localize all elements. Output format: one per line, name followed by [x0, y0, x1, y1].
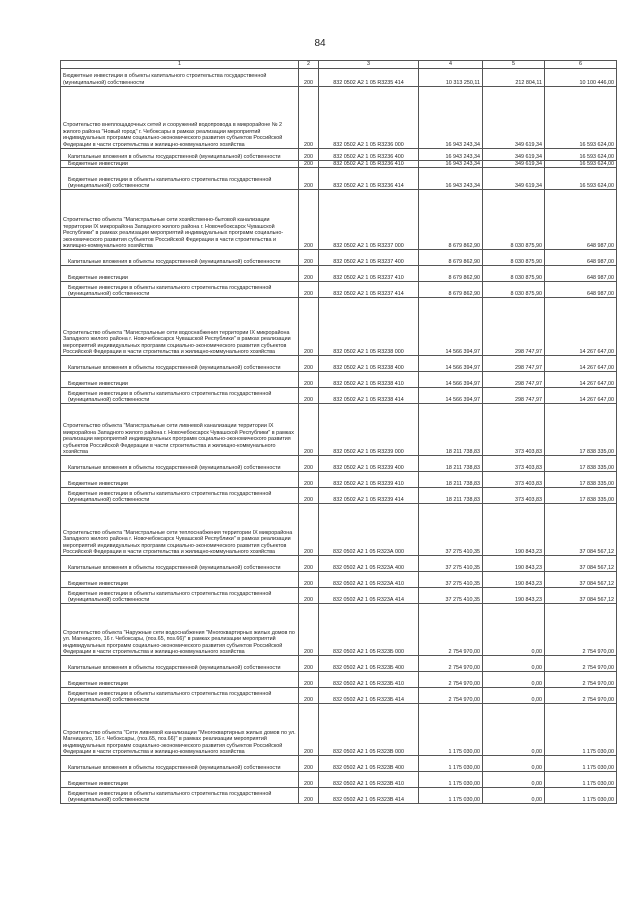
row-amount-cell: 2 754 970,00 [545, 604, 617, 656]
row-column-2-cell: 200 [299, 688, 319, 704]
table-row [61, 556, 617, 572]
table-row [61, 161, 617, 168]
row-name-cell: Строительство объекта "Магистральные сети теплоснабжения территории IX микрорайона Западного жилого района г. Новочебоксарск Чувашской Республики" в рамках реализации мероприятий индивидуальных программ социально-экономического развития субъектов Российской Федерации в части строительства и жилищно-коммунального хозяйства [61, 504, 299, 556]
row-amount-cell: 349 619,34 [483, 149, 545, 161]
row-name-cell: Бюджетные инвестиции в объекты капитального строительства государственной (муниципальной) собственности [61, 168, 299, 190]
row-name-cell: Строительство объекта "Магистральные сети ливневой канализации территории IX микрорайона Западного жилого района г. Новочебоксарск Чувашской Республики" в рамках реализации мероприятий индивидуальных программ социально-экономического развития субъектов Российской Федерации в части строительства и жилищно-коммунального хозяйства [61, 404, 299, 456]
table-row [61, 266, 617, 282]
row-column-2-cell: 200 [299, 788, 319, 804]
row-code-cell: 832 0502 А2 1 05 R323В 414 [319, 788, 419, 804]
row-column-2-cell: 200 [299, 161, 319, 168]
row-amount-cell: 37 084 567,12 [545, 572, 617, 588]
row-column-2-cell: 200 [299, 472, 319, 488]
row-column-2-cell: 200 [299, 388, 319, 404]
row-code-cell: 832 0502 А2 1 05 R3237 410 [319, 266, 419, 282]
table-row [61, 788, 617, 804]
row-amount-cell: 2 754 970,00 [419, 656, 483, 672]
row-amount-cell: 0,00 [483, 704, 545, 756]
row-name-cell: Бюджетные инвестиции [61, 672, 299, 688]
row-code-cell: 832 0502 А2 1 05 R3239 000 [319, 404, 419, 456]
table-row [61, 588, 617, 604]
row-amount-cell: 37 275 410,35 [419, 572, 483, 588]
row-name-cell: Капитальные вложения в объекты государственной (муниципальной) собственности [61, 250, 299, 266]
row-code-cell: 832 0502 А2 1 05 R3237 000 [319, 190, 419, 250]
row-name-cell: Капитальные вложения в объекты государственной (муниципальной) собственности [61, 456, 299, 472]
row-name-cell: Бюджетные инвестиции в объекты капитального строительства государственной (муниципальной) собственности [61, 788, 299, 804]
row-amount-cell: 10 100 446,00 [545, 69, 617, 87]
row-amount-cell: 16 943 243,34 [419, 149, 483, 161]
row-column-2-cell: 200 [299, 168, 319, 190]
table-row [61, 456, 617, 472]
column-number: 1 [61, 61, 299, 69]
row-code-cell: 832 0502 А2 1 05 R3236 414 [319, 168, 419, 190]
row-column-2-cell: 200 [299, 69, 319, 87]
table-row [61, 756, 617, 772]
row-amount-cell: 0,00 [483, 756, 545, 772]
row-amount-cell: 14 566 394,97 [419, 372, 483, 388]
row-amount-cell: 298 747,97 [483, 298, 545, 356]
row-amount-cell: 2 754 970,00 [545, 672, 617, 688]
row-name-cell: Капитальные вложения в объекты государственной (муниципальной) собственности [61, 756, 299, 772]
table-row [61, 168, 617, 190]
row-amount-cell: 18 211 738,83 [419, 404, 483, 456]
row-amount-cell: 2 754 970,00 [419, 688, 483, 704]
row-column-2-cell: 200 [299, 588, 319, 604]
row-code-cell: 832 0502 А2 1 05 R323В 000 [319, 704, 419, 756]
row-name-cell: Капитальные вложения в объекты государственной (муниципальной) собственности [61, 656, 299, 672]
row-name-cell: Капитальные вложения в объекты государственной (муниципальной) собственности [61, 556, 299, 572]
row-name-cell: Бюджетные инвестиции [61, 161, 299, 168]
row-code-cell: 832 0502 А2 1 05 R3238 414 [319, 388, 419, 404]
row-amount-cell: 17 838 335,00 [545, 472, 617, 488]
row-column-2-cell: 200 [299, 572, 319, 588]
row-amount-cell: 1 175 030,00 [545, 788, 617, 804]
row-code-cell: 832 0502 А2 1 05 R3235 414 [319, 69, 419, 87]
row-amount-cell: 2 754 970,00 [545, 656, 617, 672]
column-number: 4 [419, 61, 483, 69]
row-amount-cell: 17 838 335,00 [545, 488, 617, 504]
row-amount-cell: 373 403,83 [483, 488, 545, 504]
row-amount-cell: 10 313 250,11 [419, 69, 483, 87]
row-amount-cell: 18 211 738,83 [419, 472, 483, 488]
row-code-cell: 832 0502 А2 1 05 R323Б 410 [319, 672, 419, 688]
table-row [61, 372, 617, 388]
table-row [61, 190, 617, 250]
row-amount-cell: 298 747,97 [483, 356, 545, 372]
table-row [61, 298, 617, 356]
row-column-2-cell: 200 [299, 87, 319, 149]
row-amount-cell: 190 843,23 [483, 556, 545, 572]
row-name-cell: Строительство внеплощадочных сетей и сооружений водопровода в микрорайоне № 2 жилого района "Новый город" г. Чебоксары в рамках реализации мероприятий индивидуальных программ социально-экономического развития субъектов Российской Федерации в части строительства и жилищно-коммунального хозяйства [61, 87, 299, 149]
row-amount-cell: 14 566 394,97 [419, 388, 483, 404]
row-code-cell: 832 0502 А2 1 05 R323В 400 [319, 756, 419, 772]
row-amount-cell: 14 267 647,00 [545, 298, 617, 356]
row-amount-cell: 16 593 624,00 [545, 87, 617, 149]
row-amount-cell: 16 943 243,34 [419, 161, 483, 168]
row-name-cell: Строительство объекта "Магистральные сети хозяйственно-бытовой канализации территории IX микрорайона Западного жилого района г. Новочебоксарск Чувашской Республики" в рамках реализации мероприятий индивидуальных программ социально-экономического развития субъектов Российской Федерации в части строительства и жилищно-коммунального хозяйства [61, 190, 299, 250]
row-code-cell: 832 0502 А2 1 05 R3237 400 [319, 250, 419, 266]
row-name-cell: Строительство объекта "Наружные сети водоснабжения "Многоквартирных жилых домов по ул. Магницкого, 16 г. Чебоксары, (поз.65, поз.66)" в рамках реализации мероприятий индивидуальных программ социально-экономического развития субъектов Российской Федерации в части строительства и жилищно-коммунального хозяйства [61, 604, 299, 656]
row-column-2-cell: 200 [299, 149, 319, 161]
row-amount-cell: 373 403,83 [483, 456, 545, 472]
row-column-2-cell: 200 [299, 756, 319, 772]
table-row [61, 250, 617, 266]
row-amount-cell: 37 275 410,35 [419, 504, 483, 556]
row-code-cell: 832 0502 А2 1 05 R3238 000 [319, 298, 419, 356]
row-column-2-cell: 200 [299, 504, 319, 556]
row-amount-cell: 1 175 030,00 [545, 772, 617, 788]
row-name-cell: Бюджетные инвестиции [61, 772, 299, 788]
table-row [61, 149, 617, 161]
table-row [61, 688, 617, 704]
row-amount-cell: 648 987,00 [545, 266, 617, 282]
row-name-cell: Бюджетные инвестиции в объекты капитального строительства государственной (муниципальной) собственности [61, 588, 299, 604]
row-amount-cell: 18 211 738,83 [419, 456, 483, 472]
row-amount-cell: 37 084 567,12 [545, 504, 617, 556]
row-name-cell: Бюджетные инвестиции в объекты капитального строительства государственной (муниципальной) собственности [61, 488, 299, 504]
row-amount-cell: 0,00 [483, 656, 545, 672]
column-number-row [61, 61, 617, 69]
column-number: 3 [319, 61, 419, 69]
row-code-cell: 832 0502 А2 1 05 R323А 000 [319, 504, 419, 556]
row-amount-cell: 1 175 030,00 [419, 788, 483, 804]
row-amount-cell: 8 030 875,90 [483, 282, 545, 298]
row-amount-cell: 0,00 [483, 688, 545, 704]
table-row [61, 282, 617, 298]
row-name-cell: Капитальные вложения в объекты государственной (муниципальной) собственности [61, 149, 299, 161]
row-amount-cell: 212 804,11 [483, 69, 545, 87]
row-name-cell: Бюджетные инвестиции [61, 572, 299, 588]
table-row [61, 672, 617, 688]
row-name-cell: Бюджетные инвестиции [61, 472, 299, 488]
row-amount-cell: 298 747,97 [483, 388, 545, 404]
row-code-cell: 832 0502 А2 1 05 R3236 000 [319, 87, 419, 149]
row-amount-cell: 14 566 394,97 [419, 356, 483, 372]
row-amount-cell: 349 619,34 [483, 87, 545, 149]
row-column-2-cell: 200 [299, 772, 319, 788]
row-amount-cell: 17 838 335,00 [545, 456, 617, 472]
row-amount-cell: 373 403,83 [483, 472, 545, 488]
budget-table-body [61, 61, 617, 804]
table-row [61, 572, 617, 588]
row-name-cell: Бюджетные инвестиции [61, 372, 299, 388]
budget-table [60, 60, 617, 804]
row-name-cell: Бюджетные инвестиции в объекты капитального строительства государственной (муниципальной) собственности [61, 69, 299, 87]
row-amount-cell: 8 030 875,90 [483, 250, 545, 266]
row-amount-cell: 1 175 030,00 [419, 772, 483, 788]
row-amount-cell: 190 843,23 [483, 588, 545, 604]
row-code-cell: 832 0502 А2 1 05 R323Б 400 [319, 656, 419, 672]
row-column-2-cell: 200 [299, 266, 319, 282]
row-code-cell: 832 0502 А2 1 05 R3239 400 [319, 456, 419, 472]
row-amount-cell: 0,00 [483, 788, 545, 804]
table-row [61, 656, 617, 672]
row-amount-cell: 18 211 738,83 [419, 488, 483, 504]
row-amount-cell: 1 175 030,00 [545, 756, 617, 772]
row-code-cell: 832 0502 А2 1 05 R323В 410 [319, 772, 419, 788]
row-amount-cell: 1 175 030,00 [419, 704, 483, 756]
row-code-cell: 832 0502 А2 1 05 R3236 410 [319, 161, 419, 168]
row-code-cell: 832 0502 А2 1 05 R323Б 414 [319, 688, 419, 704]
row-amount-cell: 2 754 970,00 [545, 688, 617, 704]
table-row [61, 704, 617, 756]
row-amount-cell: 2 754 970,00 [419, 604, 483, 656]
row-column-2-cell: 200 [299, 404, 319, 456]
row-code-cell: 832 0502 А2 1 05 R323А 400 [319, 556, 419, 572]
row-amount-cell: 8 030 875,90 [483, 190, 545, 250]
row-code-cell: 832 0502 А2 1 05 R323Б 000 [319, 604, 419, 656]
table-row [61, 69, 617, 87]
column-number: 5 [483, 61, 545, 69]
row-name-cell: Строительство объекта "Сети ливневой канализации "Многоквартирных жилых домов по ул. Магницкого, 16 г. Чебоксары, (поз.65, поз.66)" в рамках реализации мероприятий индивидуальных программ социально-экономического развития субъектов Российской Федерации в части строительства и жилищно-коммунального хозяйства [61, 704, 299, 756]
row-column-2-cell: 200 [299, 556, 319, 572]
table-row [61, 472, 617, 488]
row-code-cell: 832 0502 А2 1 05 R3239 414 [319, 488, 419, 504]
row-column-2-cell: 200 [299, 282, 319, 298]
row-code-cell: 832 0502 А2 1 05 R3237 414 [319, 282, 419, 298]
row-amount-cell: 0,00 [483, 604, 545, 656]
row-amount-cell: 349 619,34 [483, 168, 545, 190]
table-row [61, 404, 617, 456]
row-amount-cell: 14 267 647,00 [545, 372, 617, 388]
row-amount-cell: 16 943 243,34 [419, 87, 483, 149]
row-column-2-cell: 200 [299, 488, 319, 504]
page-number: 84 [314, 38, 326, 49]
table-row [61, 388, 617, 404]
column-number: 2 [299, 61, 319, 69]
row-column-2-cell: 200 [299, 298, 319, 356]
row-name-cell: Капитальные вложения в объекты государственной (муниципальной) собственности [61, 356, 299, 372]
row-name-cell: Бюджетные инвестиции [61, 266, 299, 282]
row-code-cell: 832 0502 А2 1 05 R3236 400 [319, 149, 419, 161]
row-amount-cell: 14 267 647,00 [545, 388, 617, 404]
row-amount-cell: 8 030 875,90 [483, 266, 545, 282]
row-code-cell: 832 0502 А2 1 05 R3238 410 [319, 372, 419, 388]
row-amount-cell: 648 987,00 [545, 250, 617, 266]
row-amount-cell: 14 566 394,97 [419, 298, 483, 356]
row-amount-cell: 16 593 624,00 [545, 149, 617, 161]
row-name-cell: Бюджетные инвестиции в объекты капитального строительства государственной (муниципальной) собственности [61, 388, 299, 404]
row-amount-cell: 0,00 [483, 672, 545, 688]
row-amount-cell: 37 084 567,12 [545, 556, 617, 572]
row-name-cell: Бюджетные инвестиции в объекты капитального строительства государственной (муниципальной) собственности [61, 688, 299, 704]
row-column-2-cell: 200 [299, 456, 319, 472]
row-amount-cell: 648 987,00 [545, 282, 617, 298]
row-amount-cell: 8 679 862,90 [419, 266, 483, 282]
row-code-cell: 832 0502 А2 1 05 R323А 414 [319, 588, 419, 604]
row-name-cell: Строительство объекта "Магистральные сети водоснабжения территории IX микрорайона Западного жилого района г. Новочебоксарск Чувашской Республики" в рамках реализации мероприятий индивидуальных программ социально-экономического развития субъектов Российской Федерации в части строительства и жилищно-коммунального хозяйства [61, 298, 299, 356]
row-amount-cell: 8 679 862,90 [419, 282, 483, 298]
row-amount-cell: 8 679 862,90 [419, 250, 483, 266]
row-amount-cell: 16 593 624,00 [545, 161, 617, 168]
table-row [61, 772, 617, 788]
row-amount-cell: 17 838 335,00 [545, 404, 617, 456]
column-number: 6 [545, 61, 617, 69]
table-row [61, 488, 617, 504]
row-amount-cell: 1 175 030,00 [545, 704, 617, 756]
row-amount-cell: 2 754 970,00 [419, 672, 483, 688]
row-column-2-cell: 200 [299, 604, 319, 656]
row-amount-cell: 37 275 410,35 [419, 556, 483, 572]
row-column-2-cell: 200 [299, 704, 319, 756]
row-column-2-cell: 200 [299, 190, 319, 250]
row-column-2-cell: 200 [299, 672, 319, 688]
row-amount-cell: 37 084 567,12 [545, 588, 617, 604]
row-amount-cell: 648 987,00 [545, 190, 617, 250]
row-amount-cell: 14 267 647,00 [545, 356, 617, 372]
row-column-2-cell: 200 [299, 656, 319, 672]
row-amount-cell: 16 593 624,00 [545, 168, 617, 190]
row-amount-cell: 16 943 243,34 [419, 168, 483, 190]
row-code-cell: 832 0502 А2 1 05 R3238 400 [319, 356, 419, 372]
row-amount-cell: 190 843,23 [483, 504, 545, 556]
row-amount-cell: 373 403,83 [483, 404, 545, 456]
table-row [61, 87, 617, 149]
table-row [61, 604, 617, 656]
row-amount-cell: 1 175 030,00 [419, 756, 483, 772]
row-amount-cell: 298 747,97 [483, 372, 545, 388]
row-amount-cell: 0,00 [483, 772, 545, 788]
table-row [61, 504, 617, 556]
table-row [61, 356, 617, 372]
row-amount-cell: 37 275 410,35 [419, 588, 483, 604]
row-code-cell: 832 0502 А2 1 05 R323А 410 [319, 572, 419, 588]
row-column-2-cell: 200 [299, 372, 319, 388]
row-column-2-cell: 200 [299, 250, 319, 266]
row-column-2-cell: 200 [299, 356, 319, 372]
row-amount-cell: 190 843,23 [483, 572, 545, 588]
row-amount-cell: 349 619,34 [483, 161, 545, 168]
row-amount-cell: 8 679 862,90 [419, 190, 483, 250]
row-name-cell: Бюджетные инвестиции в объекты капитального строительства государственной (муниципальной) собственности [61, 282, 299, 298]
row-code-cell: 832 0502 А2 1 05 R3239 410 [319, 472, 419, 488]
